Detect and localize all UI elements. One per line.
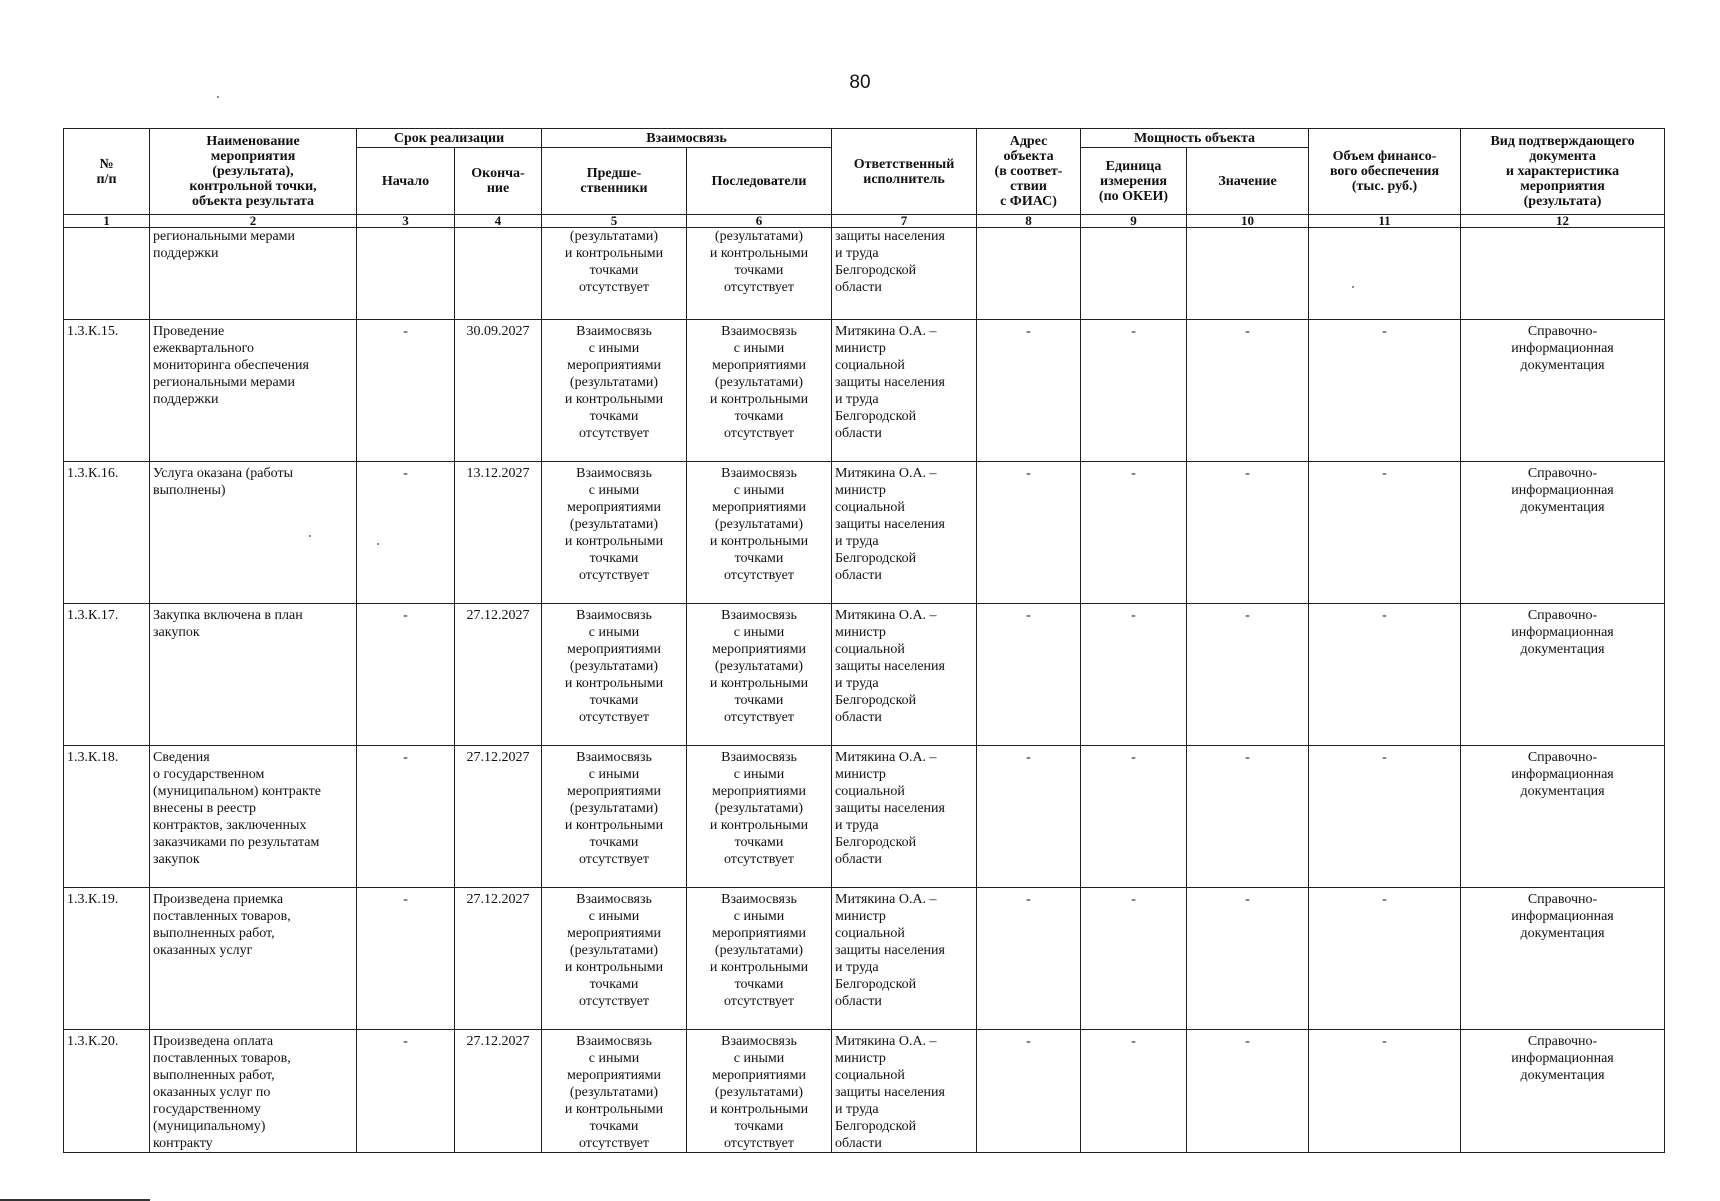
- row-unit: -: [1081, 320, 1187, 462]
- row-doc-type: Справочно- информационная документация: [1461, 1030, 1665, 1153]
- row-successors: Взаимосвязь с иными мероприятиями (результатами) и контрольными точками отсутствует: [687, 888, 832, 1030]
- row-name: Произведена оплата поставленных товаров, выполненных работ, оказанных услуг по государственному (муниципальному) контракту: [150, 1030, 357, 1153]
- row-predecessors: Взаимосвязь с иными мероприятиями (результатами) и контрольными точками отсутствует: [542, 746, 687, 888]
- scan-dot: [309, 535, 311, 537]
- row-address: -: [977, 604, 1081, 746]
- row-name: региональными мерами поддержки: [150, 228, 357, 320]
- row-start: -: [357, 888, 455, 1030]
- row-predecessors: Взаимосвязь с иными мероприятиями (результатами) и контрольными точками отсутствует: [542, 320, 687, 462]
- row-address: -: [977, 746, 1081, 888]
- column-number: 12: [1461, 215, 1665, 228]
- row-value: -: [1187, 462, 1309, 604]
- row-unit: -: [1081, 888, 1187, 1030]
- row-number: 1.3.К.15.: [64, 320, 150, 462]
- row-successors: Взаимосвязь с иными мероприятиями (результатами) и контрольными точками отсутствует: [687, 604, 832, 746]
- row-responsible: Митякина О.А. – министр социальной защиты населения и труда Белгородской области: [832, 462, 977, 604]
- page-number: 80: [849, 72, 871, 93]
- row-finance: -: [1309, 320, 1461, 462]
- row-responsible: Митякина О.А. – министр социальной защиты населения и труда Белгородской области: [832, 888, 977, 1030]
- row-name: Сведения о государственном (муниципальном) контракте внесены в реестр контрактов, заключенных заказчиками по результатам закупок: [150, 746, 357, 888]
- row-name: Закупка включена в план закупок: [150, 604, 357, 746]
- row-number: 1.3.К.18.: [64, 746, 150, 888]
- row-address: -: [977, 1030, 1081, 1153]
- row-predecessors: Взаимосвязь с иными мероприятиями (результатами) и контрольными точками отсутствует: [542, 462, 687, 604]
- row-unit: -: [1081, 604, 1187, 746]
- row-unit: [1081, 228, 1187, 320]
- row-end: 13.12.2027: [455, 462, 542, 604]
- row-end: 27.12.2027: [455, 1030, 542, 1153]
- table-body: [64, 228, 1665, 1153]
- row-successors: Взаимосвязь с иными мероприятиями (результатами) и контрольными точками отсутствует: [687, 1030, 832, 1153]
- row-value: [1187, 228, 1309, 320]
- column-number: 11: [1309, 215, 1461, 228]
- row-finance: -: [1309, 746, 1461, 888]
- row-value: -: [1187, 888, 1309, 1030]
- row-start: -: [357, 604, 455, 746]
- row-address: -: [977, 888, 1081, 1030]
- row-start: -: [357, 746, 455, 888]
- row-finance: -: [1309, 888, 1461, 1030]
- row-value: -: [1187, 604, 1309, 746]
- row-finance: -: [1309, 604, 1461, 746]
- row-successors: (результатами) и контрольными точками отсутствует: [687, 228, 832, 320]
- row-number: 1.3.К.19.: [64, 888, 150, 1030]
- column-number: 9: [1081, 215, 1187, 228]
- table-row: [64, 604, 1665, 746]
- table-row: [64, 228, 1665, 320]
- header-end: Оконча- ние: [455, 148, 542, 215]
- row-address: -: [977, 462, 1081, 604]
- row-start: -: [357, 1030, 455, 1153]
- row-name: Проведение ежеквартального мониторинга обеспечения региональными мерами поддержки: [150, 320, 357, 462]
- column-number: 4: [455, 215, 542, 228]
- row-finance: [1309, 228, 1461, 320]
- column-number: 10: [1187, 215, 1309, 228]
- column-number: 6: [687, 215, 832, 228]
- column-number: 1: [64, 215, 150, 228]
- row-responsible: Митякина О.А. – министр социальной защиты населения и труда Белгородской области: [832, 320, 977, 462]
- row-successors: Взаимосвязь с иными мероприятиями (результатами) и контрольными точками отсутствует: [687, 462, 832, 604]
- row-number: 1.3.К.16.: [64, 462, 150, 604]
- row-start: -: [357, 462, 455, 604]
- row-unit: -: [1081, 462, 1187, 604]
- row-number: 1.3.К.17.: [64, 604, 150, 746]
- table-row: [64, 1030, 1665, 1153]
- header-unit: Единица измерения (по ОКЕИ): [1081, 148, 1187, 215]
- row-start: [357, 228, 455, 320]
- row-doc-type: Справочно- информационная документация: [1461, 320, 1665, 462]
- header-value: Значение: [1187, 148, 1309, 215]
- row-end: 27.12.2027: [455, 746, 542, 888]
- row-number: 1.3.К.20.: [64, 1030, 150, 1153]
- row-start: -: [357, 320, 455, 462]
- column-number: 2: [150, 215, 357, 228]
- header-finance: Объем финансо- вого обеспечения (тыс. руб.): [1309, 129, 1461, 215]
- row-responsible: Митякина О.А. – министр социальной защиты населения и труда Белгородской области: [832, 746, 977, 888]
- header-address: Адрес объекта (в соответ- ствии с ФИАС): [977, 129, 1081, 215]
- row-predecessors: Взаимосвязь с иными мероприятиями (результатами) и контрольными точками отсутствует: [542, 1030, 687, 1153]
- row-name: Услуга оказана (работы выполнены): [150, 462, 357, 604]
- column-number-row: [64, 215, 1665, 228]
- row-predecessors: (результатами) и контрольными точками отсутствует: [542, 228, 687, 320]
- header-responsible: Ответственный исполнитель: [832, 129, 977, 215]
- row-finance: -: [1309, 1030, 1461, 1153]
- row-unit: -: [1081, 1030, 1187, 1153]
- table-row: [64, 320, 1665, 462]
- row-end: [455, 228, 542, 320]
- header-num: № п/п: [64, 129, 150, 215]
- header-start: Начало: [357, 148, 455, 215]
- header-predecessors: Предше- ственники: [542, 148, 687, 215]
- row-end: 30.09.2027: [455, 320, 542, 462]
- row-responsible: Митякина О.А. – министр социальной защиты населения и труда Белгородской области: [832, 1030, 977, 1153]
- row-value: -: [1187, 320, 1309, 462]
- header-doc-type: Вид подтверждающего документа и характеристика мероприятия (результата): [1461, 129, 1665, 215]
- header-link-group: Взаимосвязь: [542, 129, 832, 148]
- scan-dot: [377, 543, 379, 545]
- row-successors: Взаимосвязь с иными мероприятиями (результатами) и контрольными точками отсутствует: [687, 320, 832, 462]
- row-number: [64, 228, 150, 320]
- row-doc-type: Справочно- информационная документация: [1461, 604, 1665, 746]
- header-period-group: Срок реализации: [357, 129, 542, 148]
- row-doc-type: Справочно- информационная документация: [1461, 746, 1665, 888]
- column-number: 3: [357, 215, 455, 228]
- plan-table: [63, 128, 1665, 1153]
- row-unit: -: [1081, 746, 1187, 888]
- row-doc-type: Справочно- информационная документация: [1461, 888, 1665, 1030]
- table-header: [64, 129, 1665, 228]
- table-row: [64, 462, 1665, 604]
- header-name: Наименование мероприятия (результата), контрольной точки, объекта результата: [150, 129, 357, 215]
- header-successors: Последователи: [687, 148, 832, 215]
- row-name: Произведена приемка поставленных товаров, выполненных работ, оказанных услуг: [150, 888, 357, 1030]
- row-successors: Взаимосвязь с иными мероприятиями (результатами) и контрольными точками отсутствует: [687, 746, 832, 888]
- row-value: -: [1187, 746, 1309, 888]
- scan-dot: [1352, 286, 1354, 288]
- row-finance: -: [1309, 462, 1461, 604]
- row-end: 27.12.2027: [455, 888, 542, 1030]
- column-number: 7: [832, 215, 977, 228]
- row-address: [977, 228, 1081, 320]
- table-row: [64, 888, 1665, 1030]
- row-predecessors: Взаимосвязь с иными мероприятиями (результатами) и контрольными точками отсутствует: [542, 888, 687, 1030]
- table-row: [64, 746, 1665, 888]
- row-responsible: Митякина О.А. – министр социальной защиты населения и труда Белгородской области: [832, 604, 977, 746]
- column-number: 5: [542, 215, 687, 228]
- row-end: 27.12.2027: [455, 604, 542, 746]
- row-address: -: [977, 320, 1081, 462]
- row-responsible: защиты населения и труда Белгородской области: [832, 228, 977, 320]
- row-value: -: [1187, 1030, 1309, 1153]
- row-predecessors: Взаимосвязь с иными мероприятиями (результатами) и контрольными точками отсутствует: [542, 604, 687, 746]
- row-doc-type: Справочно- информационная документация: [1461, 462, 1665, 604]
- scan-dot: [217, 96, 219, 98]
- header-capacity-group: Мощность объекта: [1081, 129, 1309, 148]
- row-doc-type: [1461, 228, 1665, 320]
- column-number: 8: [977, 215, 1081, 228]
